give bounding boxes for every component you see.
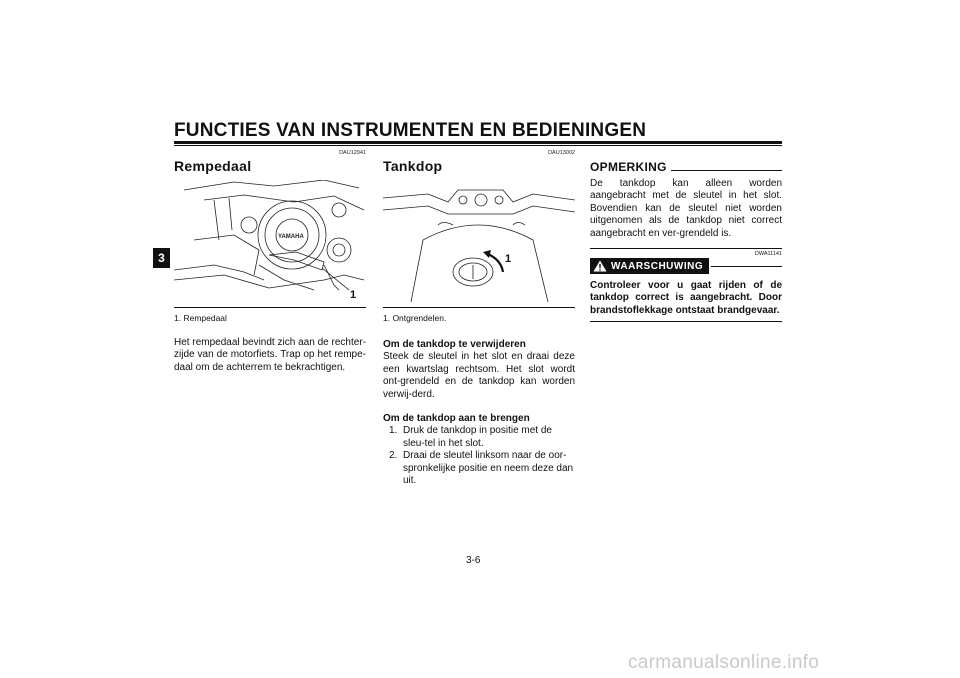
section-title-tankdop: Tankdop — [383, 158, 443, 174]
list-item: 2. Draai de sleutel linksom naar de oor-spronkelijke positie en neem deze dan uit. — [389, 450, 574, 487]
warning-body: Controleer voor u gaat rijden of de tankdop correct is aangebracht. Door brandstoflekkage ontstaat brandgevaar. — [590, 280, 782, 316]
install-steps — [383, 425, 575, 487]
warning-code: DWA11141 — [754, 251, 782, 258]
figure-caption: 1. Ontgrendelen. — [383, 313, 447, 323]
section-title-rempedaal: Rempedaal — [174, 158, 252, 174]
remove-heading: Om de tankdop te verwijderen — [383, 339, 526, 350]
figure-caption: 1. Rempedaal — [174, 313, 227, 323]
section-code: DAU13002 — [548, 150, 575, 156]
column-notes — [590, 152, 782, 322]
figure-callout-1: 1 — [505, 253, 512, 265]
column-rempedaal — [174, 150, 366, 374]
caption-rule — [174, 307, 366, 308]
figure-fuel-cap — [383, 180, 575, 302]
section-code: DAU12941 — [339, 150, 366, 156]
yamaha-logo: YAMAHA — [278, 234, 304, 240]
warning-top-rule — [590, 248, 782, 249]
install-heading: Om de tankdop aan te brengen — [383, 413, 530, 425]
warning-label: WAARSCHUWING — [611, 260, 704, 272]
figure-brake-pedal — [174, 180, 366, 302]
warning-bottom-rule — [590, 321, 782, 322]
rempedaal-body: Het rempedaal bevindt zich aan de rechter-zijde van de motorfiets. Trap op het rempe-daal om de achterrem te bekrachtigen. — [174, 337, 366, 373]
warning-header — [590, 258, 782, 274]
fuel-cap-illustration — [383, 180, 575, 302]
note-body: De tankdop kan alleen worden aangebracht met de sleutel in het slot. Bovendien kan de sleutel niet worden uitgenomen als de tankdop niet correct aangebracht en ver-grendeld is. — [590, 178, 782, 239]
page-title: FUNCTIES VAN INSTRUMENTEN EN BEDIENINGEN — [174, 120, 647, 141]
figure-callout-1: 1 — [350, 289, 357, 301]
title-rule-thin — [174, 145, 782, 146]
page-number: 3-6 — [466, 555, 481, 566]
note-rule — [671, 170, 782, 171]
column-tankdop — [383, 150, 575, 487]
rotation-arrow — [488, 254, 503, 272]
chapter-tab: 3 — [153, 248, 170, 268]
watermark: carmanualsonline.info — [628, 652, 820, 673]
warning-badge — [590, 258, 709, 274]
remove-body: Steek de sleutel in het slot en draai deze een kwartslag rechtsom. Het slot wordt ont-grendeld en de tankdop kan worden verwij-derd. — [383, 351, 575, 400]
note-header — [590, 160, 782, 174]
list-item: 1. Druk de tankdop in positie met de sleu-tel in het slot. — [389, 425, 552, 449]
caption-rule — [383, 307, 575, 308]
warning-triangle-icon — [593, 260, 607, 272]
note-title: OPMERKING — [590, 160, 667, 174]
brake-pedal-illustration — [174, 180, 366, 302]
warning-rule — [711, 266, 782, 267]
title-rule — [174, 141, 782, 144]
